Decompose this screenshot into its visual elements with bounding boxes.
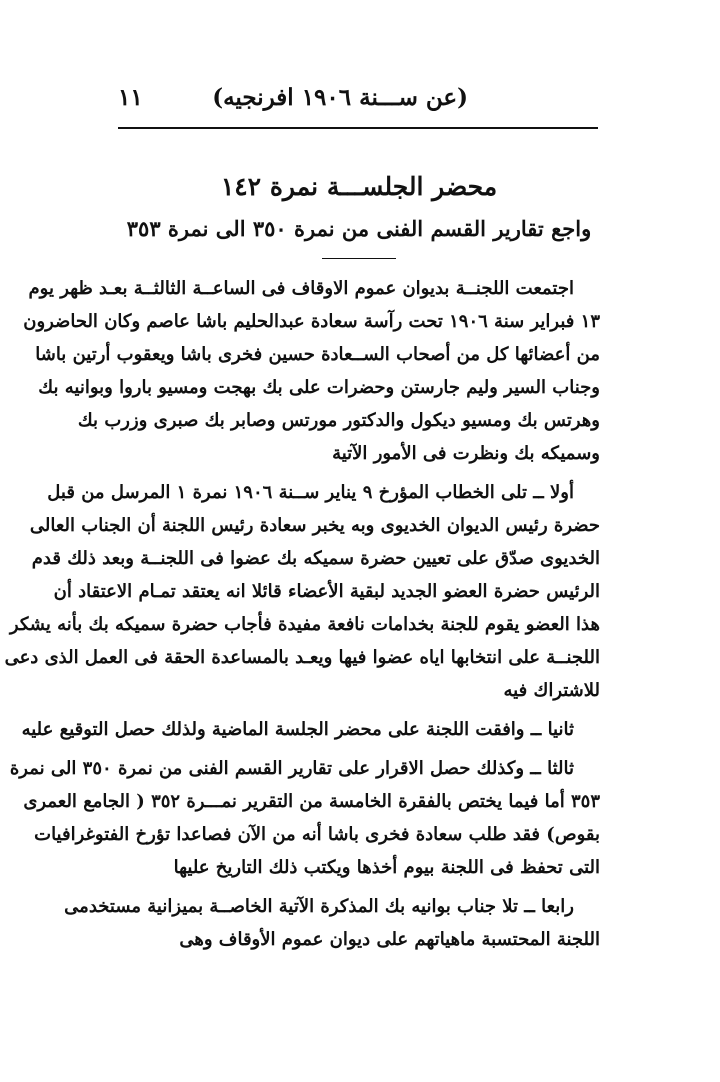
minutes-title: محضر الجلســـة نمرة ١٤٢ <box>220 172 498 201</box>
paragraph-opening <box>23 272 600 470</box>
text-line: هذا العضو يقوم للجنة بخدامات نافعة مفيدة فأجاب حضرة سميكه بك بأنه يشكر <box>9 614 600 635</box>
text-line: وهرتس بك ومسيو ديكول والدكتور مورتس وصابر بك صبرى وزرب بك <box>77 410 600 431</box>
text-line: أولا ــ تلى الخطاب المؤرخ ٩ يناير ســنة ١٩٠٦ نمرة ١ المرسل من قبل <box>47 482 574 503</box>
paragraph-third-item <box>9 752 600 884</box>
paragraph-fourth-item <box>64 890 600 956</box>
text-line: ١٣ فبراير سنة ١٩٠٦ تحت رآسة سعادة عبدالحليم باشا عاصم وكان الحاضرون <box>23 311 600 332</box>
text-line: التى تحفظ فى اللجنة بيوم أخذها ويكتب ذلك التاريخ عليها <box>173 857 600 878</box>
text-line: الخديوى صدّق على تعيين حضرة سميكه بك عضوا فى اللجنــة وبعد ذلك قدم <box>31 548 600 569</box>
paragraph-second-item <box>21 713 600 746</box>
page-number: ١١ <box>118 84 143 111</box>
text-line: اللجنــة على انتخابها اياه عضوا فيها ويعـد بالمساعدة الحقة فى العمل الذى دعى <box>4 647 600 668</box>
text-line: رابعا ــ تلا جناب بوانيه بك المذكرة الآتية الخاصــة بميزانية مستخدمى <box>64 896 574 917</box>
text-line: ثالثا ــ وكذلك حصل الاقرار على تقارير القسم الفنى من نمرة ٣٥٠ الى نمرة <box>9 758 574 779</box>
text-line: بقوص) فقد طلب سعادة فخرى باشا أنه من الآن فصاعدا تؤرخ الفتوغرافيات <box>34 824 600 845</box>
text-line: للاشتراك فيه <box>503 680 600 701</box>
text-line: وسميكه بك ونظرت فى الأمور الآتية <box>332 443 600 464</box>
header-divider <box>118 127 598 129</box>
text-line: من أعضائها كل من أصحاب الســعادة حسين فخرى باشا ويعقوب أرتين باشا <box>35 344 600 365</box>
text-line: ثانيا ــ وافقت اللجنة على محضر الجلسة الماضية ولذلك حصل التوقيع عليه <box>21 719 574 740</box>
text-line: حضرة رئيس الديوان الخديوى وبه يخبر سعادة رئيس اللجنة أن الجناب العالى <box>29 515 600 536</box>
minutes-subtitle: واجع تقارير القسم الفنى من نمرة ٣٥٠ الى نمرة ٣٥٣ <box>126 216 592 241</box>
running-header <box>118 78 600 122</box>
paragraph-first-item <box>4 476 600 707</box>
minutes-body <box>4 272 600 962</box>
running-header-title: (عن ســـنة ١٩٠٦ افرنجيه) <box>212 84 468 111</box>
text-line: اللجنة المحتسبة ماهياتهم على ديوان عموم الأوقاف وهى <box>179 929 600 950</box>
text-line: اجتمعت اللجنــة بديوان عموم الاوقاف فى الساعــة الثالثــة بعـد ظهر يوم <box>28 278 574 299</box>
text-line: الرئيس حضرة العضو الجديد لبقية الأعضاء قائلا انه يعتقد تمـام الاعتقاد أن <box>53 581 600 602</box>
text-line: وجناب السير وليم جارستن وحضرات على بك بهجت ومسيو باروا وبوانيه بك <box>38 377 600 398</box>
text-line: ٣٥٣ أما فيما يختص بالفقرة الخامسة من التقرير نمـــرة ٣٥٢ ( الجامع العمرى <box>23 791 600 812</box>
title-divider <box>322 258 396 259</box>
